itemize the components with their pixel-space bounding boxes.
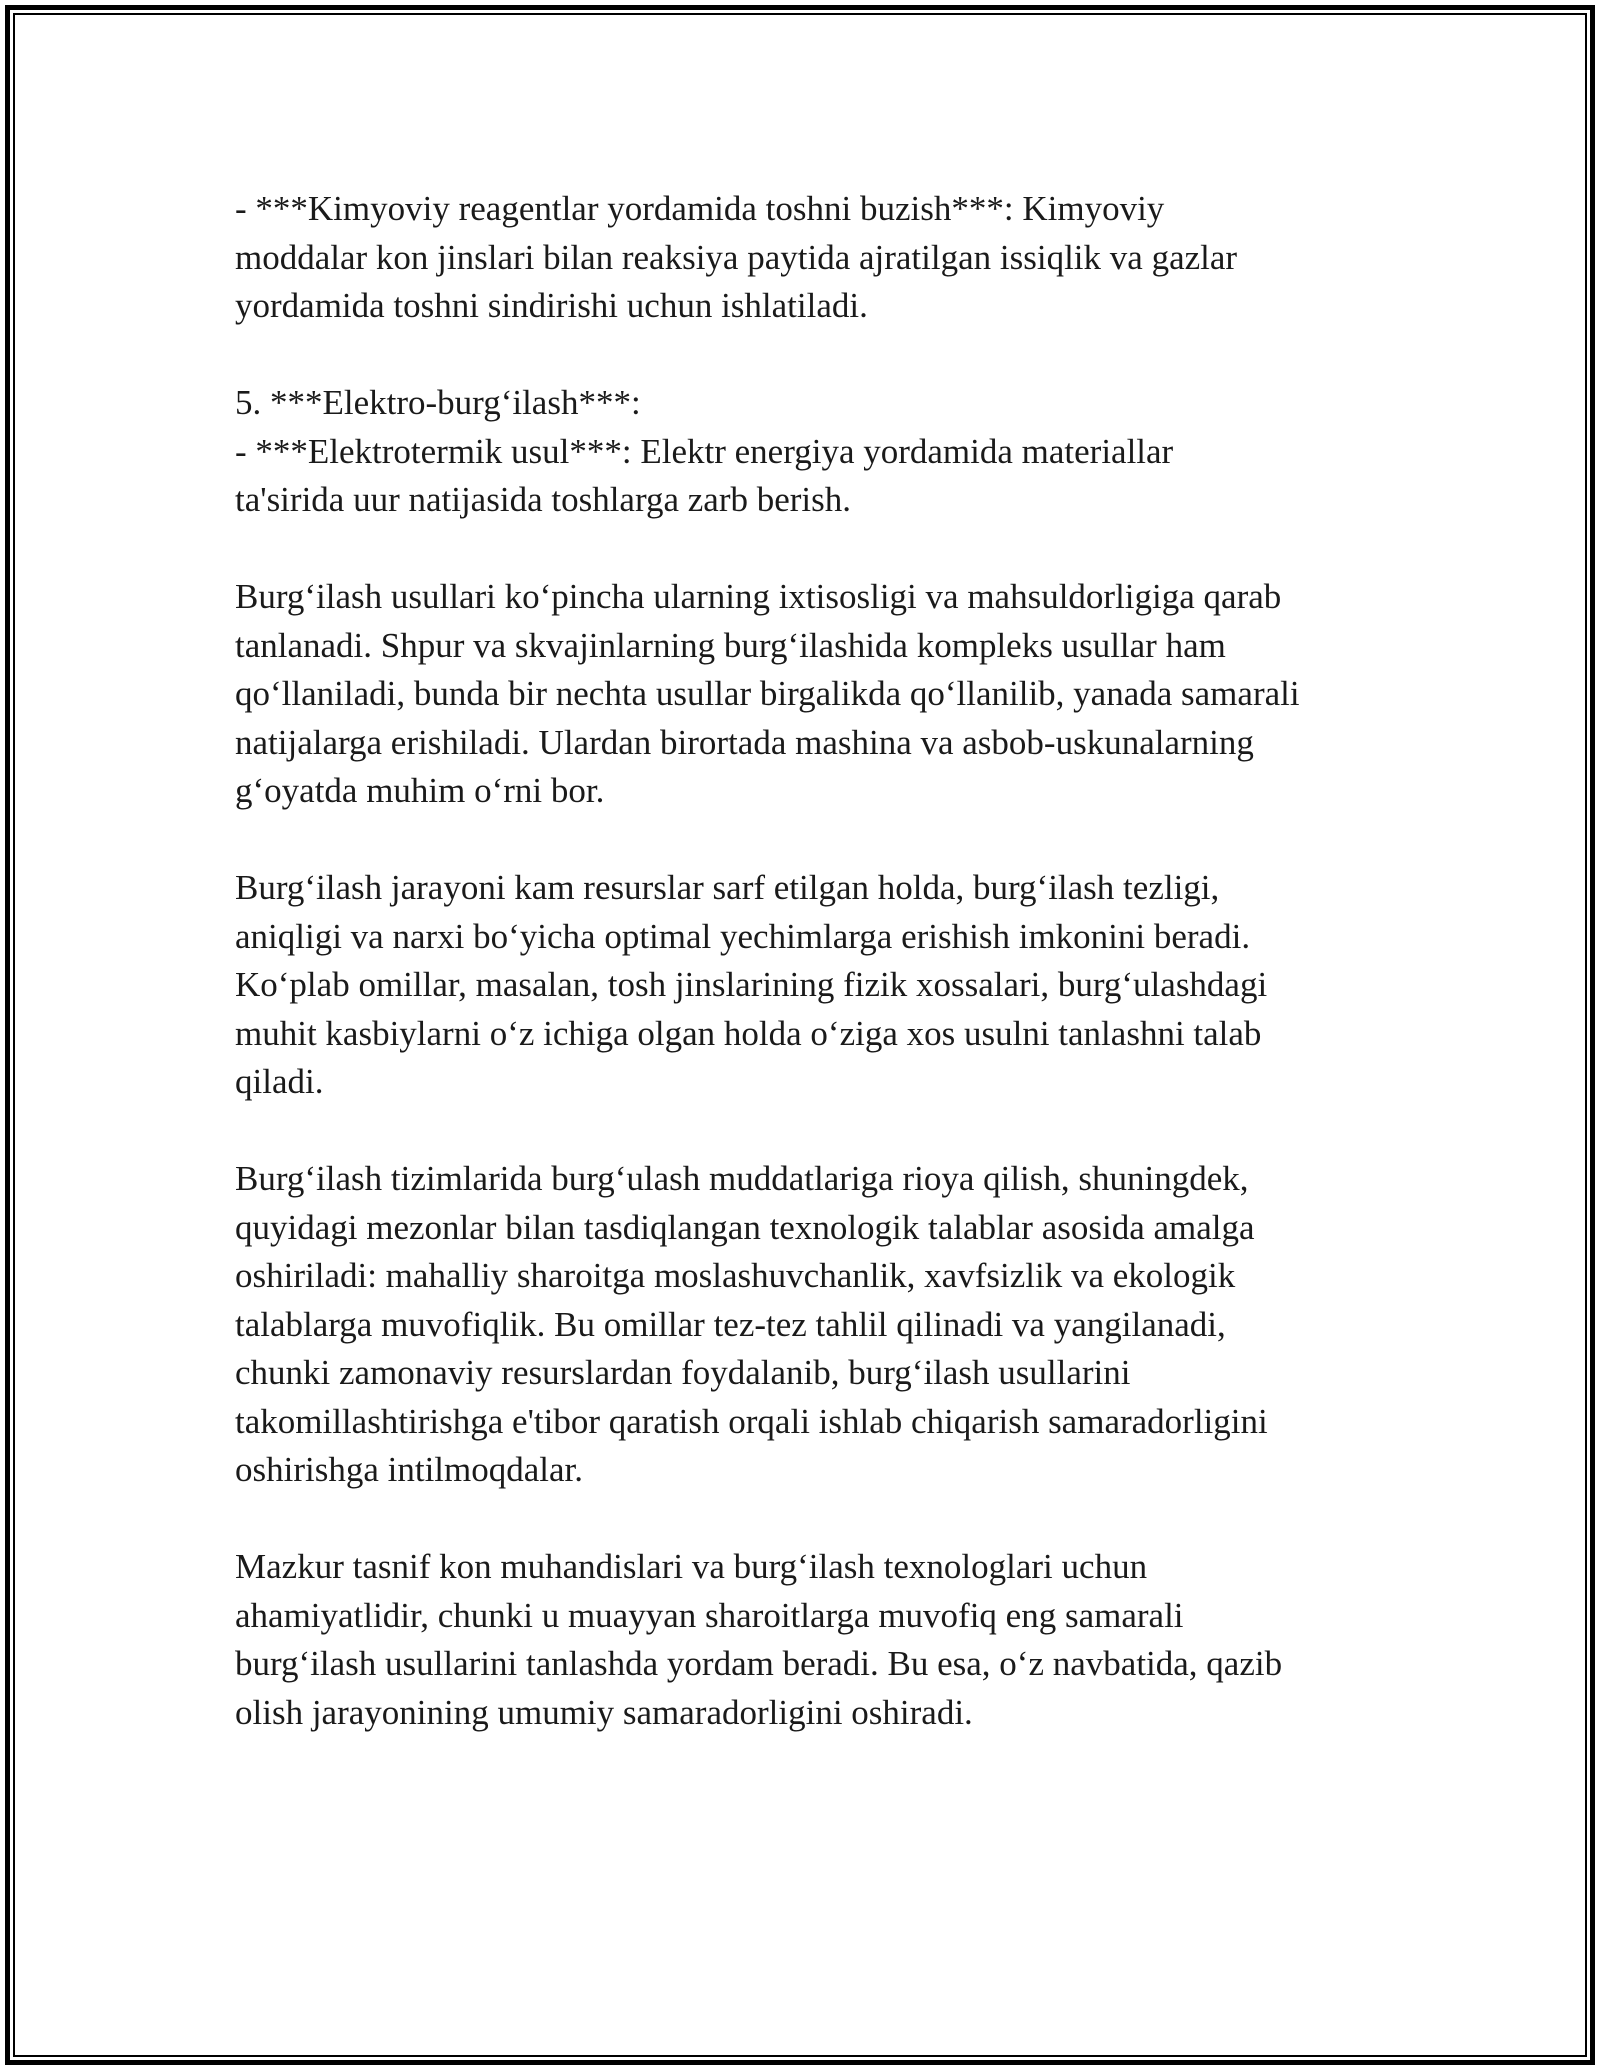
document-body — [235, 185, 1375, 1737]
paragraph-drilling-methods-selection: Burg‘ilash usullari ko‘pincha ularning ixtisosligi va mahsuldorligiga qarab tanlanadi. Shpur va skvajinlarning burg‘ilashida kompleks usullar ham qo‘llaniladi, bunda bir nechta usullar birgalikda qo‘llanilib, yanada samarali natijalarga erishiladi. Ulardan birortada mashina va asbob-uskunalarning g‘oyatda muhim o‘rni bor. — [235, 577, 1300, 810]
paragraph-classification-importance: Mazkur tasnif kon muhandislari va burg‘ilash texnologlari uchun ahamiyatlidir, chunki u muayyan sharoitlarga muvofiq eng samarali burg‘ilash usullarini tanlashda yordam beradi. Bu esa, o‘z navbatida, qazib olish jarayonining umumiy samaradorligini oshiradi. — [235, 1547, 1283, 1732]
paragraph-drilling-systems: Burg‘ilash tizimlarida burg‘ulash muddatlariga rioya qilish, shuningdek, quyidagi mezonlar bilan tasdiqlangan texnologik talablar asosida amalga oshiriladi: mahalliy sharoitga moslashuvchanlik, xavfsizlik va ekologik talablarga muvofiqlik. Bu omillar tez-tez tahlil qilinadi va yangilanadi, chunki zamonaviy resurslardan foydalanib, burg‘ilash usullarini takomillashtirishga e'tibor qaratish orqali ishlab chiqarish samaradorligini oshirishga intilmoqdalar. — [235, 1159, 1268, 1489]
paragraph-drilling-process: Burg‘ilash jarayoni kam resurslar sarf etilgan holda, burg‘ilash tezligi, aniqligi va narxi bo‘yicha optimal yechimlarga erishish imkonini beradi. Ko‘plab omillar, masalan, tosh jinslarining fizik xossalari, burg‘ulashdagi muhit kasbiylarni o‘z ichiga olgan holda o‘ziga xos usulni tanlashni talab qiladi. — [235, 868, 1268, 1101]
paragraph-chemical-reagents: - ***Kimyoviy reagentlar yordamida toshni buzish***: Kimyoviy moddalar kon jinslari bilan reaksiya paytida ajratilgan issiqlik va gazlar yordamida toshni sindirishi uchun ishlatiladi. — [235, 189, 1238, 325]
paragraph-electro-drilling: 5. ***Elektro-burg‘ilash***: - ***Elektrotermik usul***: Elektr energiya yordamida materiallar ta'sirida uur natijasida toshlarga zarb berish. — [235, 383, 1174, 519]
